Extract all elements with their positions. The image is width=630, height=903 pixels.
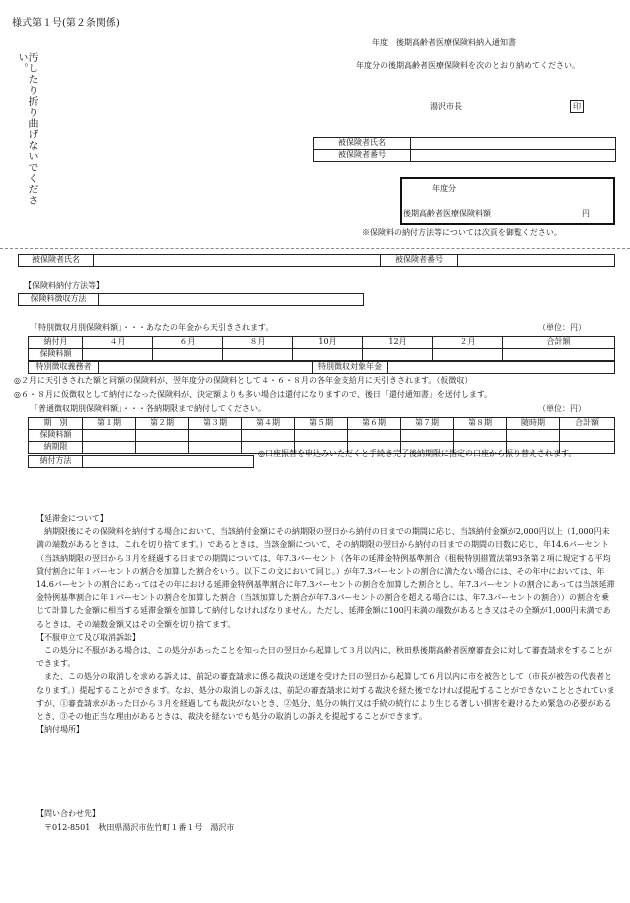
- special-title: 「特別徴収月別保険料額」・・・あなたの年金から天引きされます。: [30, 323, 274, 332]
- normal-period: 第３期: [189, 418, 242, 430]
- method-table: [18, 293, 364, 306]
- special-month: ６月: [153, 337, 223, 349]
- insured-strip: [18, 254, 615, 267]
- appeal-body-1: この処分に不服がある場合は、この処分があったことを知った日の翌日から起算して３月以内に、秋田県後期高齢者医療審査会に対して審査請求をすることができます。: [36, 646, 612, 669]
- special-month: ４月: [83, 337, 153, 349]
- pension-label: 特別徴収対象年金: [313, 362, 388, 374]
- method-value: [99, 294, 364, 306]
- appeal-body-2: また、この処分の取消しを求める訴えは、前記の審査請求に係る裁決の送達を受けた日の翌日から起算して６月以内に市を被告として（市長が被告の代表者となります。）提起することができます。なお、処分の取消しの訴えは、前記の審査請求に対する裁決を経た後でなければ提起することができないこととされていますが、①審査請求があった日から３月を経過しても裁決がないとき、②処分、処分の執行又は手続の続行により生じる著しい損害を避けるため緊急の必要があるとき、③その他正当な理由があるときは、裁決を経ないでも処分の取消しの訴えを提起することができます。: [36, 672, 615, 722]
- special-header-month: 納付月: [29, 337, 83, 349]
- normal-row-method: 納付方法: [29, 456, 83, 468]
- appeal-heading: 【不服申立て及び取消訴訟】: [36, 632, 140, 642]
- normal-row-deadline: 納期限: [29, 442, 83, 454]
- info-section: [36, 512, 616, 736]
- amount-unit: 円: [582, 209, 590, 218]
- form-number: 様式第１号(第２条関係): [12, 18, 120, 29]
- insured-name-label: 被保険者氏名: [314, 138, 411, 150]
- mayor-label: 湯沢市長: [430, 102, 462, 111]
- normal-period: 第７期: [401, 418, 454, 430]
- special-table: [28, 336, 615, 361]
- normal-header-period: 期 別: [29, 418, 83, 430]
- normal-period: 第２期: [136, 418, 189, 430]
- normal-period: 第８期: [454, 418, 507, 430]
- special-note-2: ◎６・８月に仮徴収として納付になった保険料が、決定額よりも多い場合は還付になりますので、後日「還付通知書」を送付します。: [14, 390, 493, 399]
- method-label: 保険料徴収方法: [19, 294, 99, 306]
- normal-row-amount: 保険料額: [29, 430, 83, 442]
- normal-total-header: 合計額: [560, 418, 615, 430]
- amount-label: 後期高齢者医療保険料額: [403, 209, 491, 218]
- delay-body: 納期限後にその保険料を納付する場合において、当該納付金額にその納期限の翌日から納付の日までの期間に応じ、当該納付金額が2,000円以上（1,000円未満の端数があるときは、これを切り捨てます。）であるときは、当該金額について、その納期限の翌日から納付の日までの期間の日数に応じ、年14.6パーセント（当該納期限の翌日から３月を経過する日までの期間については、年7.3パーセント（各年の延滞金特例基準割合（租税特別措置法第93条第２項に規定する平均貸付割合に年１パーセントの割合を加算した割合をいう。以下この文において同じ。）が年7.3パーセントの割合に満たない場合には、その年中においては、年14.6パーセントの割合にあってはその年における延滞金特例基準割合に年7.3パーセントの割合を加算した割合とし、年7.3パーセントの割合にあっては当該延滞金特例基準割合に年１パーセントの割合を加算した割合（当該加算した割合が年7.3パーセントの割合を超える場合には、年7.3パーセントの割合））の割合を乗じて計算した金額に相当する延滞金額を加算して納付しなければなりません。ただし、延滞金額に100円未満の端数があるとき又はその全額が1,000円未満であるときは、その端数金額又はその全額を切り捨てます。: [36, 527, 615, 629]
- strip-number-label: 被保険者番号: [381, 255, 458, 267]
- normal-note: ◎口座振替を申込みいただくと手続き完了後納期限に指定の口座から振り替えされます。: [258, 449, 577, 458]
- normal-period: 第５期: [295, 418, 348, 430]
- cut-line: [0, 248, 630, 249]
- normal-method-table: [28, 455, 254, 468]
- delay-heading: 【延滞金について】: [36, 514, 108, 523]
- seal-stamp: 印: [570, 100, 584, 113]
- notice-title: 年度 後期高齢者医療保険料納入通知書: [372, 38, 516, 47]
- normal-title: 「普通徴収期別保険料額」・・・各納期限まで納付してください。: [30, 404, 266, 413]
- special-month: ２月: [433, 337, 503, 349]
- method-heading: 【保険料納付方法等】: [24, 281, 104, 290]
- special-row-label: 保険料額: [29, 349, 83, 361]
- side-note: 汚したり折り曲げないでください。: [16, 52, 37, 206]
- contact-heading: 【問い合わせ先】: [36, 809, 100, 818]
- special-note-1: ◎２月に天引きされた額と同額の保険料が、翌年度分の保険料として４・６・８月の各年金支給月に天引きされます。（仮徴収）: [14, 376, 473, 385]
- place-heading: 【納付場所】: [36, 725, 84, 735]
- normal-unit: （単位：円）: [538, 404, 586, 413]
- payment-note: ※保険料の納付方法等については次頁を御覧ください。: [362, 228, 562, 237]
- amount-box: [400, 177, 615, 225]
- special-obligor-table: [28, 361, 615, 374]
- amount-year-label: 年度分: [432, 184, 456, 193]
- special-month: 12月: [363, 337, 433, 349]
- notice-body: 年度分の後期高齢者医療保険料を次のとおり納めてください。: [356, 61, 580, 70]
- special-unit: （単位：円）: [538, 323, 586, 332]
- normal-period: 第１期: [83, 418, 136, 430]
- normal-period: 随時期: [507, 418, 560, 430]
- strip-name-label: 被保険者氏名: [19, 255, 94, 267]
- insured-number-label: 被保険者番号: [314, 150, 411, 162]
- insured-table: [313, 137, 616, 162]
- special-total-header: 合計額: [503, 337, 615, 349]
- special-month: ８月: [223, 337, 293, 349]
- normal-period: 第４期: [242, 418, 295, 430]
- insured-number-value: [411, 150, 616, 162]
- normal-period: 第６期: [348, 418, 401, 430]
- special-month: 10月: [293, 337, 363, 349]
- contact-address: 〒012-8501 秋田県湯沢市佐竹町１番１号 湯沢市: [44, 823, 235, 832]
- obligor-label: 特別徴収義務者: [29, 362, 99, 374]
- insured-name-value: [411, 138, 616, 150]
